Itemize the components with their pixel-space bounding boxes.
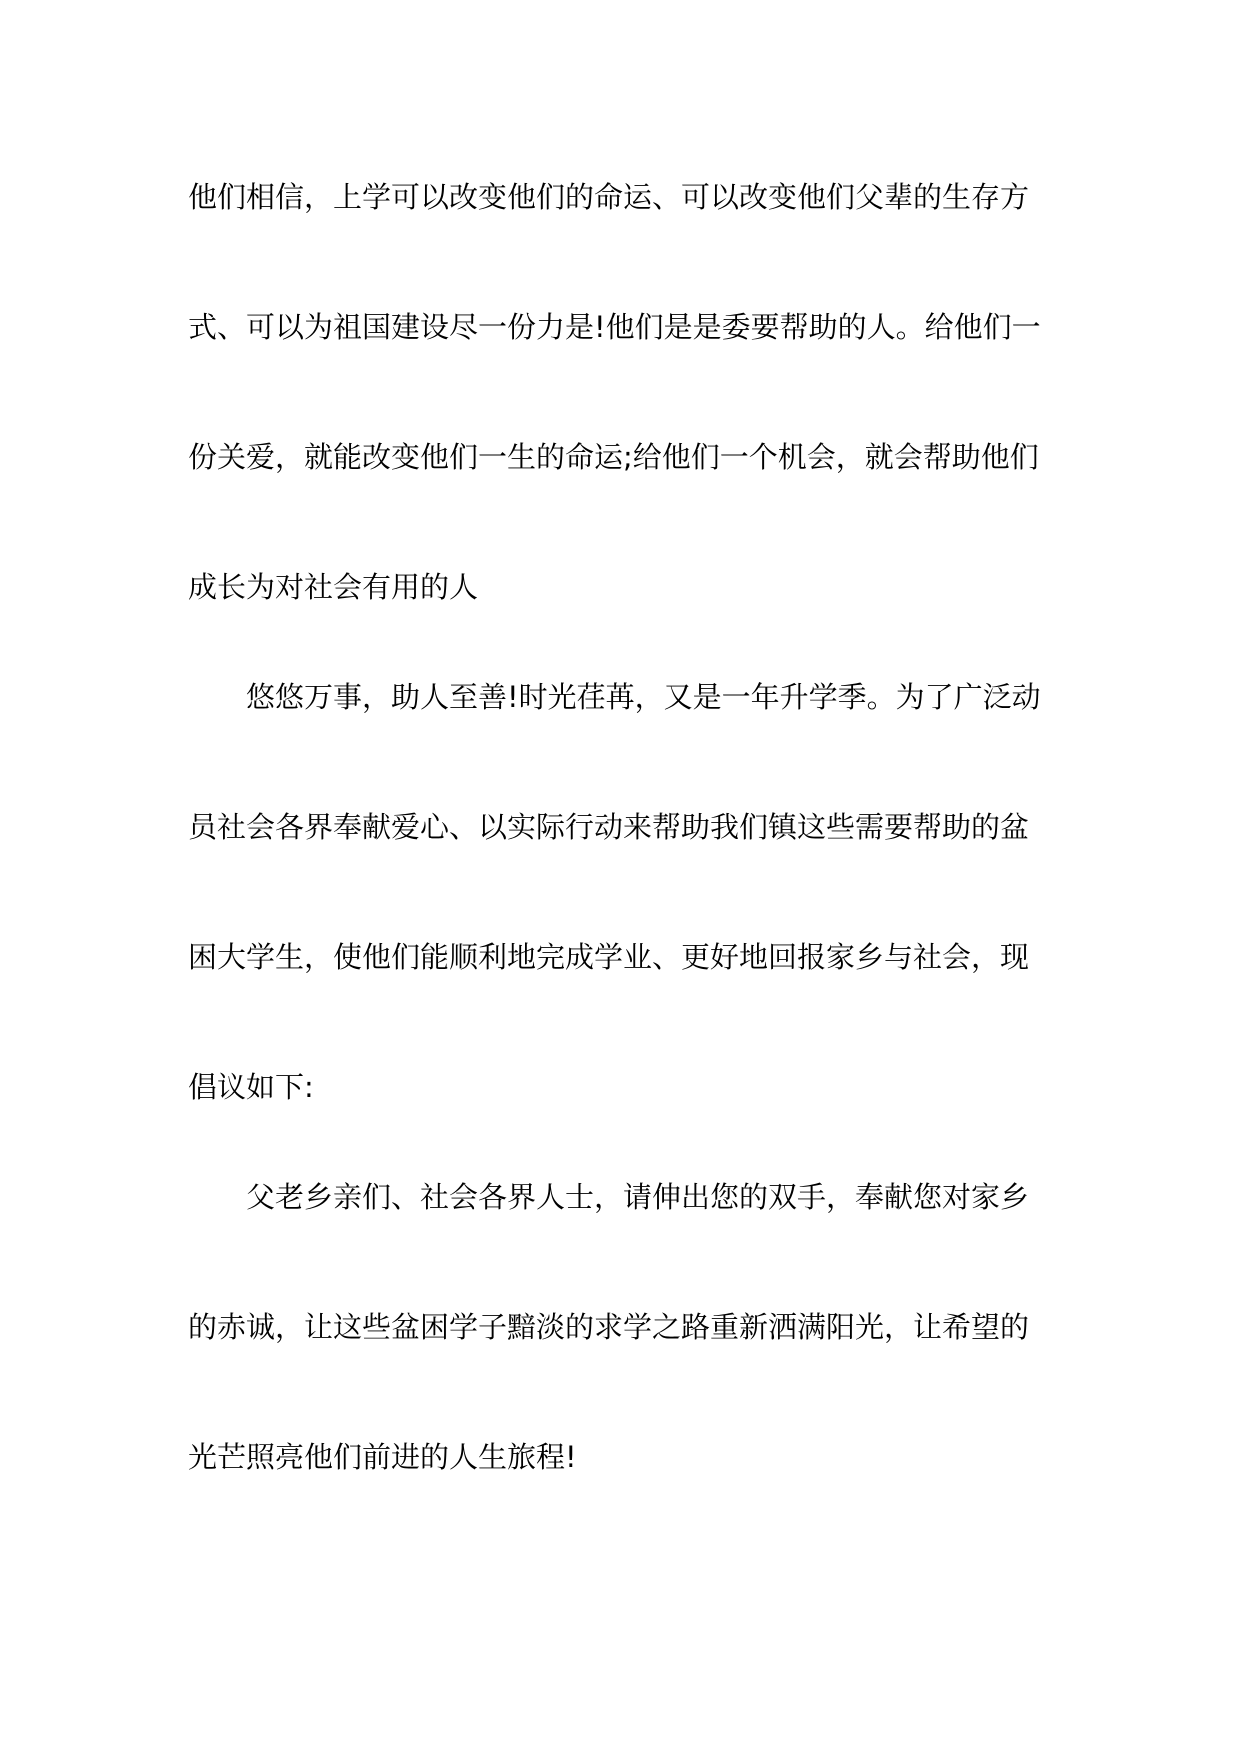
text-line-8: 倡议如下: bbox=[188, 1070, 314, 1104]
text-line-7: 困大学生，使他们能顺利地完成学业、更好地回报家乡与社会，现 bbox=[188, 940, 1030, 974]
text-line-11: 光芒照亮他们前进的人生旅程! bbox=[188, 1440, 577, 1474]
text-line-6: 员社会各界奉献爱心、以实际行动来帮助我们镇这些需要帮助的盆 bbox=[188, 810, 1030, 844]
text-line-4: 成长为对社会有用的人 bbox=[188, 570, 479, 604]
text-line-9: 父老乡亲们、社会各界人士，请伸出您的双手，奉献您对家乡 bbox=[246, 1180, 1030, 1214]
text-line-10: 的赤诚，让这些盆困学子黯淡的求学之路重新洒满阳光，让希望的 bbox=[188, 1310, 1030, 1344]
text-line-5: 悠悠万事，助人至善!时光荏苒，又是一年升学季。为了广泛动 bbox=[246, 680, 1041, 714]
text-line-2: 式、可以为祖国建设尽一份力是!他们是是委要帮助的人。给他们一 bbox=[188, 310, 1041, 344]
text-line-1: 他们相信，上学可以改变他们的命运、可以改变他们父辈的生存方 bbox=[188, 180, 1030, 214]
text-line-3: 份关爱，就能改变他们一生的命运;给他们一个机会，就会帮助他们 bbox=[188, 440, 1039, 474]
